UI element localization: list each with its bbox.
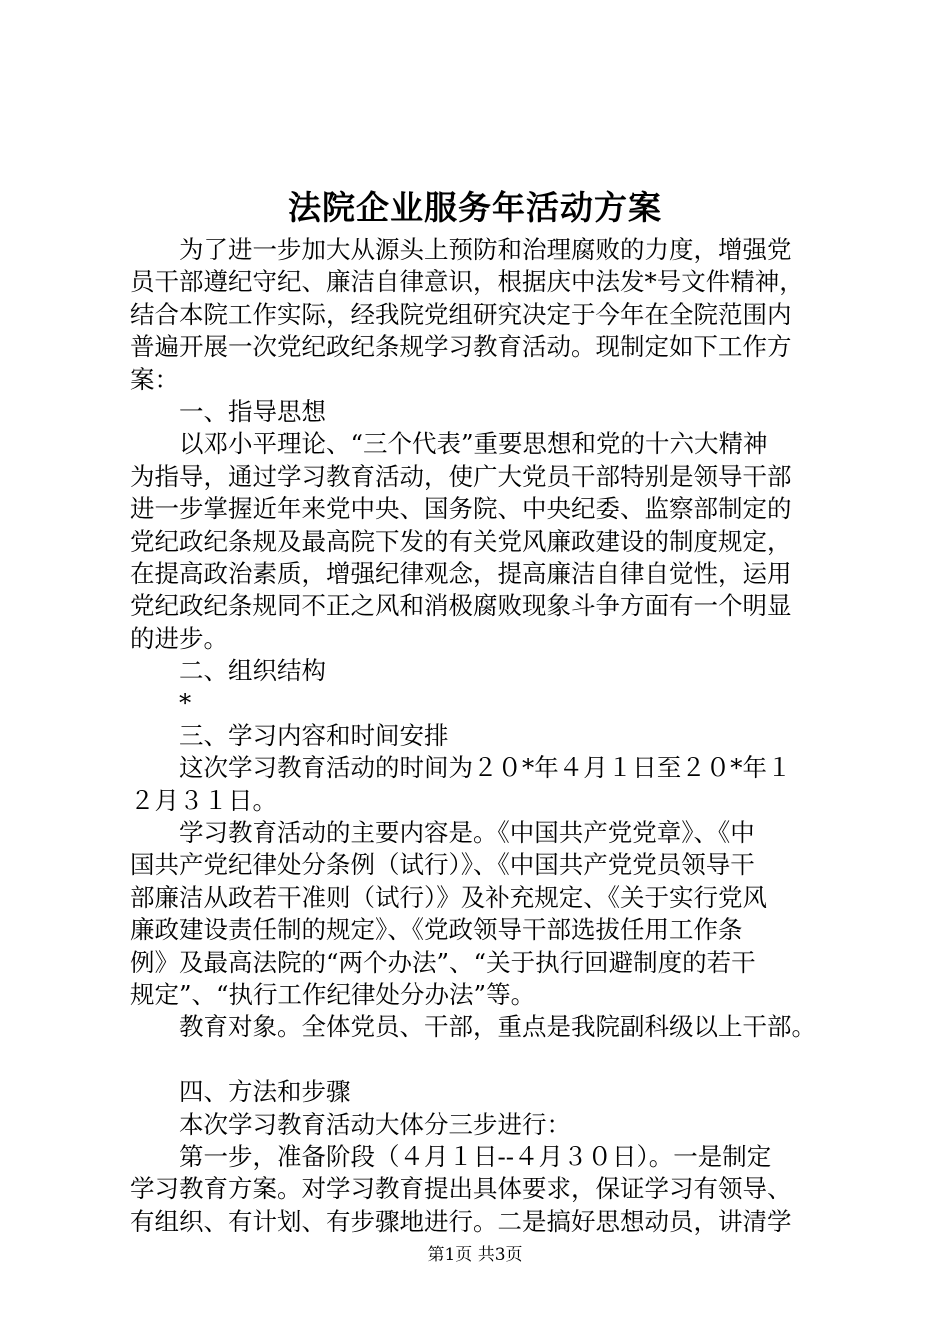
text-line: 有组织、有计划、有步骤地进行。二是搞好思想动员，讲清学 [130, 1206, 792, 1236]
text-line: 国共产党纪律处分条例（试行）》、《中国共产党党员领导干 [130, 850, 755, 880]
text-line: 教育对象。全体党员、干部，重点是我院副科级以上干部。 [179, 1012, 816, 1042]
text-line: 学习教育方案。对学习教育提出具体要求，保证学习有领导、 [130, 1174, 792, 1204]
text-line: 四、方法和步骤 [179, 1077, 351, 1107]
text-line: 第一步，准备阶段（４月１日--４月３０日）。一是制定 [179, 1141, 772, 1171]
text-line: 以邓小平理论、“三个代表”重要思想和党的十六大精神 [179, 429, 768, 459]
text-line: 结合本院工作实际，经我院党组研究决定于今年在全院范围内 [130, 299, 792, 329]
text-line: * [179, 688, 192, 718]
text-line: 案： [130, 364, 179, 394]
document-title: 法院企业服务年活动方案 [288, 188, 662, 227]
text-line: 为指导，通过学习教育活动，使广大党员干部特别是领导干部 [130, 461, 792, 491]
text-line: 普遍开展一次党纪政纪条规学习教育活动。现制定如下工作方 [130, 332, 792, 362]
text-line: 二、组织结构 [179, 656, 326, 686]
text-line [130, 1044, 850, 1076]
text-line: 一、指导思想 [179, 396, 326, 426]
text-line: 党纪政纪条规及最高院下发的有关党风廉政建设的制度规定， [130, 526, 792, 556]
text-line: 员干部遵纪守纪、廉洁自律意识，根据庆中法发*号文件精神， [130, 267, 804, 297]
text-line: 为了进一步加大从源头上预防和治理腐败的力度，增强党 [179, 235, 792, 264]
text-line: 党纪政纪条规同不正之风和消极腐败现象斗争方面有一个明显 [130, 591, 792, 621]
text-line: 这次学习教育活动的时间为２０*年４月１日至２０*年１ [179, 753, 792, 783]
text-line: 的进步。 [130, 623, 228, 653]
page-footer: 第1页 共3页 [427, 1245, 523, 1265]
text-line: ２月３１日。 [130, 785, 277, 815]
text-line: 规定”、“执行工作纪律处分办法”等。 [130, 979, 536, 1009]
text-line: 学习教育活动的主要内容是。《中国共产党党章》、《中 [179, 818, 755, 848]
document-body [130, 234, 850, 1238]
text-line: 例》及最高法院的“两个办法”、“关于执行回避制度的若干 [130, 947, 756, 977]
text-line: 进一步掌握近年来党中央、国务院、中央纪委、监察部制定的 [130, 494, 792, 524]
text-line: 本次学习教育活动大体分三步进行： [179, 1109, 571, 1139]
text-line: 部廉洁从政若干准则（试行）》及补充规定、《关于实行党风 [130, 882, 767, 912]
text-line: 三、学习内容和时间安排 [179, 720, 449, 750]
text-line: 廉政建设责任制的规定》、《党政领导干部选拔任用工作条 [130, 915, 743, 945]
text-line: 在提高政治素质，增强纪律观念，提高廉洁自律自觉性，运用 [130, 558, 792, 588]
